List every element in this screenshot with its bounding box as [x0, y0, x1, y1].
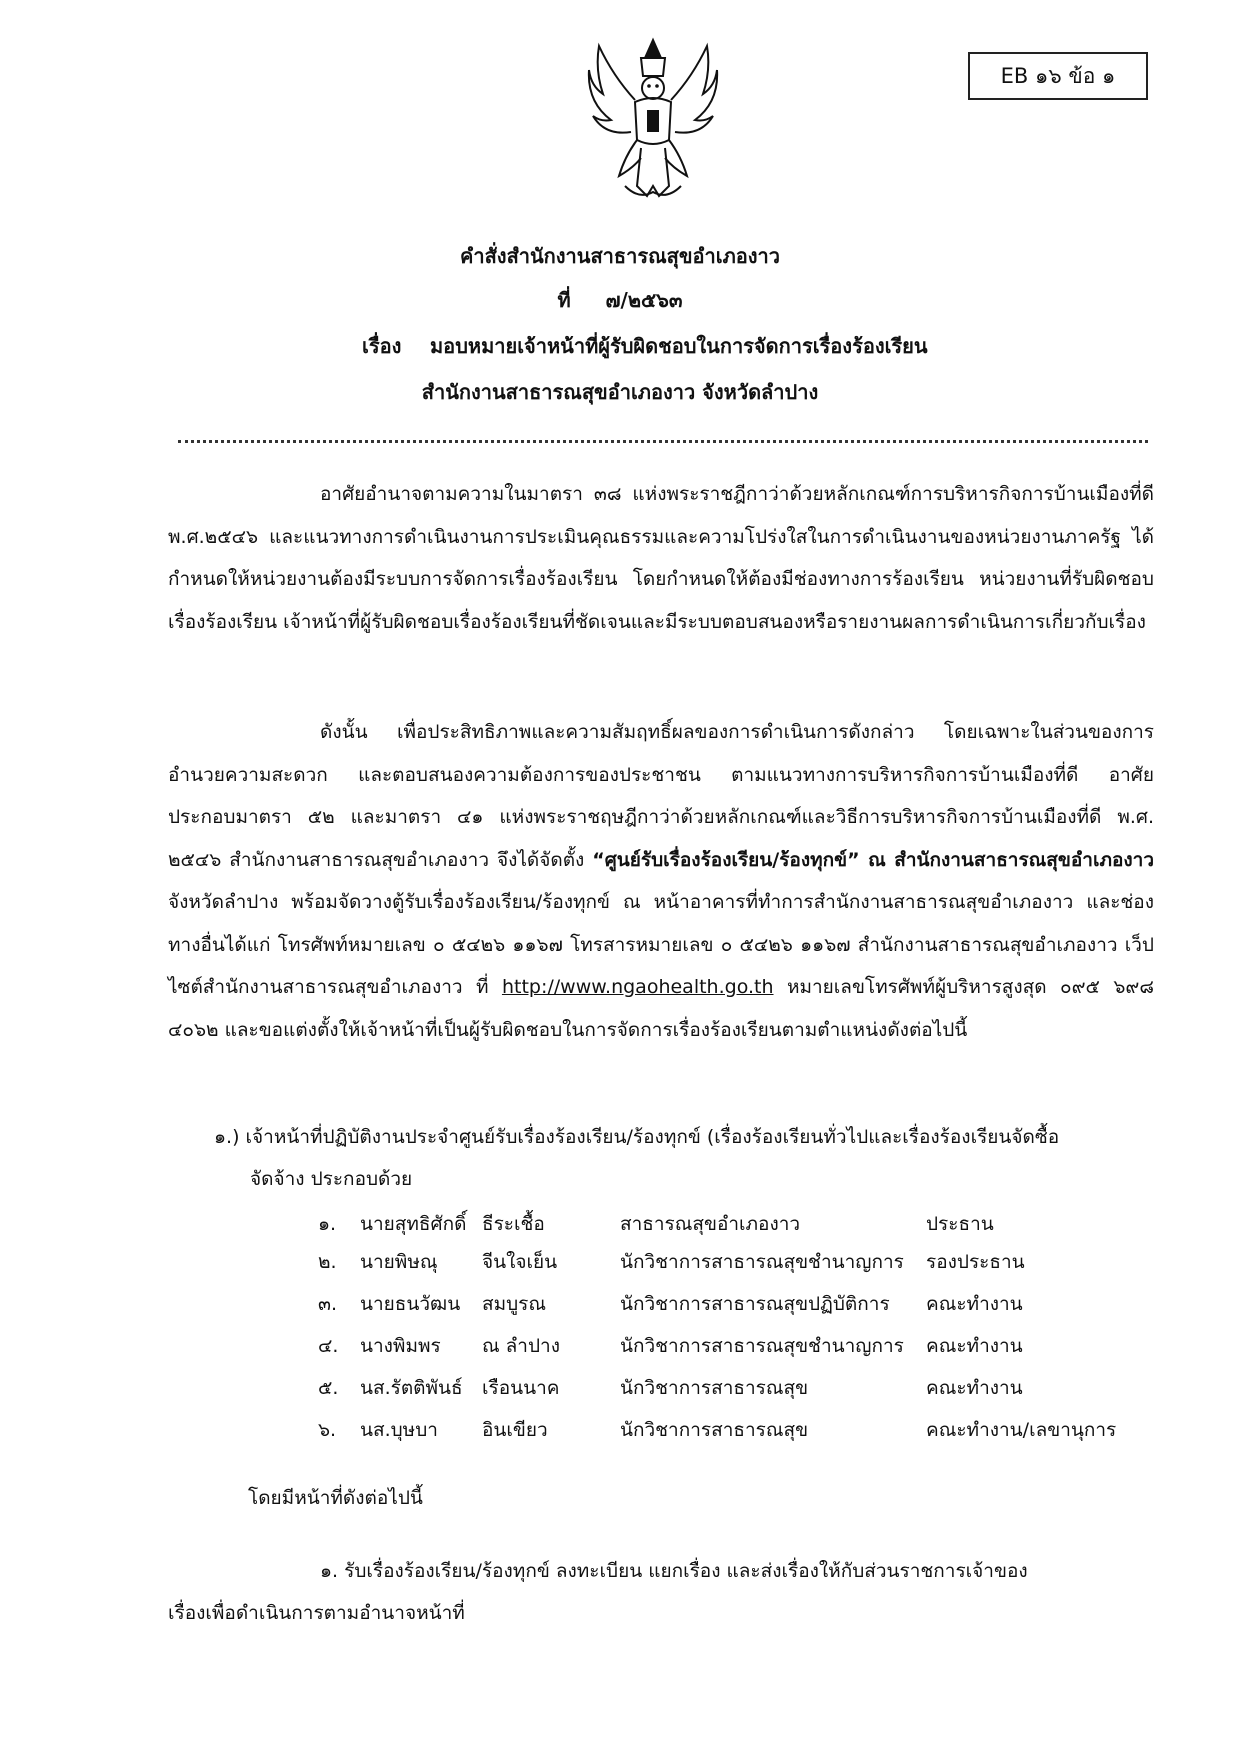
order-number-value: ๗/๒๕๖๓ — [605, 288, 683, 312]
website-link[interactable]: http://www.ngaohealth.go.th — [501, 976, 774, 998]
order-number-label: ที่ — [557, 288, 571, 312]
paragraph-2-bold: “ศูนย์รับเรื่องร้องเรียน/ร้องทุกข์” ณ สำนักงานสาธารณสุขอำเภองาว — [592, 848, 1154, 871]
member-role: ประธาน — [926, 1213, 994, 1235]
paragraph-1-text: อาศัยอำนาจตามความในมาตรา ๓๘ แห่งพระราชฎีกาว่าด้วยหลักเกณฑ์การบริหารกิจการบ้านเมืองที่ดี พ.ศ.๒๕๔๖ และแนวทางการดำเนินงานการประเมินคุณธรรมและความโปร่งใสในการดำเนินงานของหน่วยงานภาครัฐ ได้กำหนดให้หน่วยงานต้องมีระบบการจัดการเรื่องร้องเรียน โดยกำหนดให้ต้องมีช่องทางการร้องเรียน หน่วยงานที่รับผิดชอบเรื่องร้องเรียน เจ้าหน้าที่ผู้รับผิดชอบเรื่องร้องเรียนที่ชัดเจนและมีระบบตอบสนองหรือรายงานผลการดำเนินการเกี่ยวกับเรื่อง — [168, 483, 1154, 633]
member-name: นส.บุษบา — [360, 1419, 438, 1441]
garuda-emblem-icon — [585, 36, 721, 202]
member-row — [0, 1326, 1240, 1366]
paragraph-2-text-a: ดังนั้น เพื่อประสิทธิภาพและความสัมฤทธิ์ผลของการดำเนินการดังกล่าว โดยเฉพาะในส่วนของการอำนวยความสะดวก และตอบสนองความต้องการของประชาชน ตามแนวทางการบริหารกิจการบ้านเมืองที่ดี อาศัย ประกอบมาตรา ๕๒ และมาตรา ๔๑ แห่งพระราชฤษฎีกาว่าด้วยหลักเกณฑ์และวิธีการบริหารกิจการบ้านเมืองที่ดี พ.ศ. ๒๕๔๖ สำนักงานสาธารณสุขอำเภองาว จึงได้จัดตั้ง — [168, 721, 1154, 871]
member-position: นักวิชาการสาธารณสุข — [620, 1419, 809, 1441]
duty-1-line1: ๑. รับเรื่องร้องเรียน/ร้องทุกข์ ลงทะเบียน แยกเรื่อง และส่งเรื่องให้กับส่วนราชการเจ้าของ — [320, 1560, 1028, 1582]
member-name: นางพิมพร — [360, 1335, 441, 1357]
member-row — [0, 1410, 1240, 1450]
member-surname: เรือนนาค — [482, 1377, 560, 1399]
member-role: รองประธาน — [926, 1251, 1025, 1273]
member-position: นักวิชาการสาธารณสุขชำนาญการ — [620, 1335, 904, 1357]
duties-heading: โดยมีหน้าที่ดังต่อไปนี้ — [248, 1487, 423, 1509]
paragraph-2-text-c: หมายเลขโทรศัพท์ผู้บริหารสูงสุด ๐๙๕ ๖๙๘ ๔๐๖๒ และขอแต่งตั้งให้เจ้าหน้าที่เป็นผู้รับผิดชอบในการจัดการเรื่องร้องเรียนตามตำแหน่งดังต่อไปนี้ — [168, 976, 1154, 1041]
member-row — [0, 1242, 1240, 1282]
member-number: ๕. — [318, 1377, 339, 1399]
member-position: นักวิชาการสาธารณสุข — [620, 1377, 809, 1399]
member-role: คณะทำงาน — [926, 1335, 1023, 1357]
subject-line2: สำนักงานสาธารณสุขอำเภองาว จังหวัดลำปาง — [421, 380, 819, 404]
member-position: นักวิชาการสาธารณสุขชำนาญการ — [620, 1251, 904, 1273]
duty-1-line2: เรื่องเพื่อดำเนินการตามอำนาจหน้าที่ — [168, 1602, 465, 1624]
paragraph-2 — [168, 711, 1154, 1051]
member-role: คณะทำงาน/เลขานุการ — [926, 1419, 1117, 1441]
member-position: สาธารณสุขอำเภองาว — [620, 1213, 801, 1235]
member-surname: สมบูรณ — [482, 1293, 547, 1315]
member-number: ๔. — [318, 1335, 339, 1357]
member-surname: ณ ลำปาง — [482, 1335, 560, 1357]
member-row — [0, 1368, 1240, 1408]
member-name: นส.รัตติพันธ์ — [360, 1377, 463, 1399]
member-name: นายสุทธิศักดิ์ — [360, 1213, 467, 1235]
item-1-line2: จัดจ้าง ประกอบด้วย — [250, 1168, 413, 1190]
item-1-line1: ๑.) เจ้าหน้าที่ปฏิบัติงานประจำศูนย์รับเรื่องร้องเรียน/ร้องทุกข์ (เรื่องร้องเรียนทั่วไปและเรื่องร้องเรียนจัดซื้อ — [214, 1126, 1060, 1148]
member-name: นายธนวัฒน — [360, 1293, 461, 1315]
member-position: นักวิชาการสาธารณสุขปฏิบัติการ — [620, 1293, 890, 1315]
member-role: คณะทำงาน — [926, 1293, 1023, 1315]
member-number: ๓. — [318, 1293, 338, 1315]
member-surname: อินเขียว — [482, 1419, 548, 1441]
paragraph-2-text-b: จังหวัดลำปาง พร้อมจัดวางตู้รับเรื่องร้องเรียน/ร้องทุกข์ ณ หน้าอาคารที่ทำการสำนักงานสาธารณสุขอำเภองาว และช่องทางอื่นได้แก่ โทรศัพท์หมายเลข ๐ ๕๔๒๖ ๑๑๖๗ โทรสารหมายเลข ๐ ๕๔๒๖ ๑๑๖๗ สำนักงานสาธารณสุขอำเภองาว เว็ปไซต์สำนักงานสาธารณสุขอำเภองาว ที่ — [168, 891, 1154, 998]
member-number: ๑. — [318, 1213, 337, 1235]
member-row — [0, 1204, 1240, 1244]
member-surname: ธีระเชื้อ — [482, 1213, 545, 1235]
member-number: ๖. — [318, 1419, 337, 1441]
dotted-divider — [178, 440, 1148, 443]
document-code-box: EB ๑๖ ข้อ ๑ — [968, 52, 1148, 100]
subject-text: มอบหมายเจ้าหน้าที่ผู้รับผิดชอบในการจัดการเรื่องร้องเรียน — [430, 334, 928, 358]
member-row — [0, 1284, 1240, 1324]
order-title: คำสั่งสำนักงานสาธารณสุขอำเภองาว — [459, 244, 781, 268]
member-number: ๒. — [318, 1251, 337, 1273]
paragraph-1 — [168, 473, 1154, 643]
member-surname: จีนใจเย็น — [482, 1251, 558, 1273]
order-number — [0, 284, 1240, 316]
member-role: คณะทำงาน — [926, 1377, 1023, 1399]
member-name: นายพิษณุ — [360, 1251, 438, 1273]
subject-label: เรื่อง — [362, 334, 402, 358]
